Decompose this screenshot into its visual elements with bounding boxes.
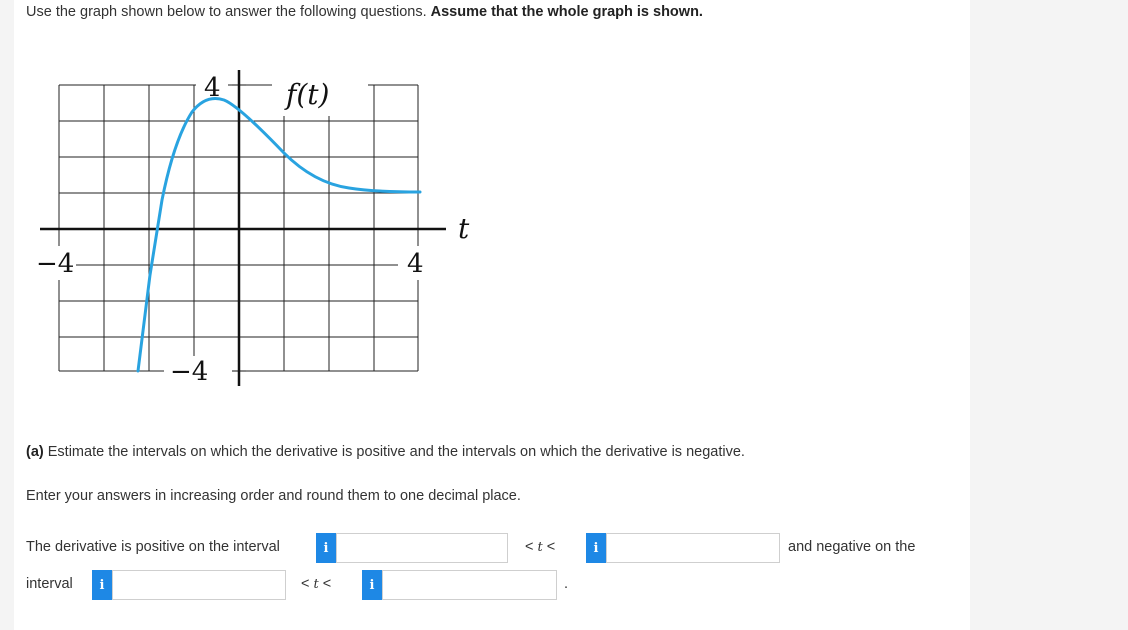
period: . bbox=[564, 576, 569, 592]
intro-bold-note: Assume that the whole graph is shown. bbox=[430, 4, 703, 20]
tick-bottom: −4 bbox=[170, 357, 209, 387]
t-variable: t bbox=[313, 577, 319, 592]
tick-right: 4 bbox=[407, 249, 424, 279]
part-a-label: (a) bbox=[26, 444, 44, 460]
intro-text bbox=[26, 4, 703, 20]
inequality-2 bbox=[301, 576, 331, 592]
intro-sentence: Use the graph shown below to answer the following questions. bbox=[26, 4, 427, 20]
tick-top: 4 bbox=[204, 73, 221, 103]
negative-label-2: interval bbox=[26, 576, 73, 592]
negative-upper-input[interactable] bbox=[382, 570, 557, 600]
lt-symbol: < bbox=[301, 576, 310, 592]
lt-symbol: < bbox=[546, 539, 556, 555]
part-a-question: Estimate the intervals on which the derivative is positive and the intervals on which the derivative is negative. bbox=[47, 444, 745, 460]
axis-var-label: t bbox=[458, 212, 470, 245]
positive-lower-input[interactable] bbox=[336, 533, 508, 563]
positive-upper-input[interactable] bbox=[606, 533, 780, 563]
info-icon[interactable]: i bbox=[586, 533, 606, 563]
t-variable: t bbox=[537, 540, 543, 555]
part-a-text bbox=[26, 444, 745, 460]
function-curve bbox=[138, 99, 420, 372]
function-graph bbox=[14, 40, 514, 440]
positive-label: The derivative is positive on the interval bbox=[26, 539, 280, 555]
lt-symbol: < bbox=[525, 539, 534, 555]
instructions-text: Enter your answers in increasing order and round them to one decimal place. bbox=[26, 488, 521, 504]
info-icon[interactable]: i bbox=[316, 533, 336, 563]
function-label: f(t) bbox=[286, 78, 330, 111]
inequality-1 bbox=[525, 539, 555, 555]
info-icon[interactable]: i bbox=[92, 570, 112, 600]
tick-left: −4 bbox=[36, 249, 75, 279]
info-icon[interactable]: i bbox=[362, 570, 382, 600]
lt-symbol: < bbox=[322, 576, 332, 592]
negative-label-1: and negative on the bbox=[788, 539, 916, 555]
question-panel bbox=[14, 0, 970, 630]
negative-lower-input[interactable] bbox=[112, 570, 286, 600]
